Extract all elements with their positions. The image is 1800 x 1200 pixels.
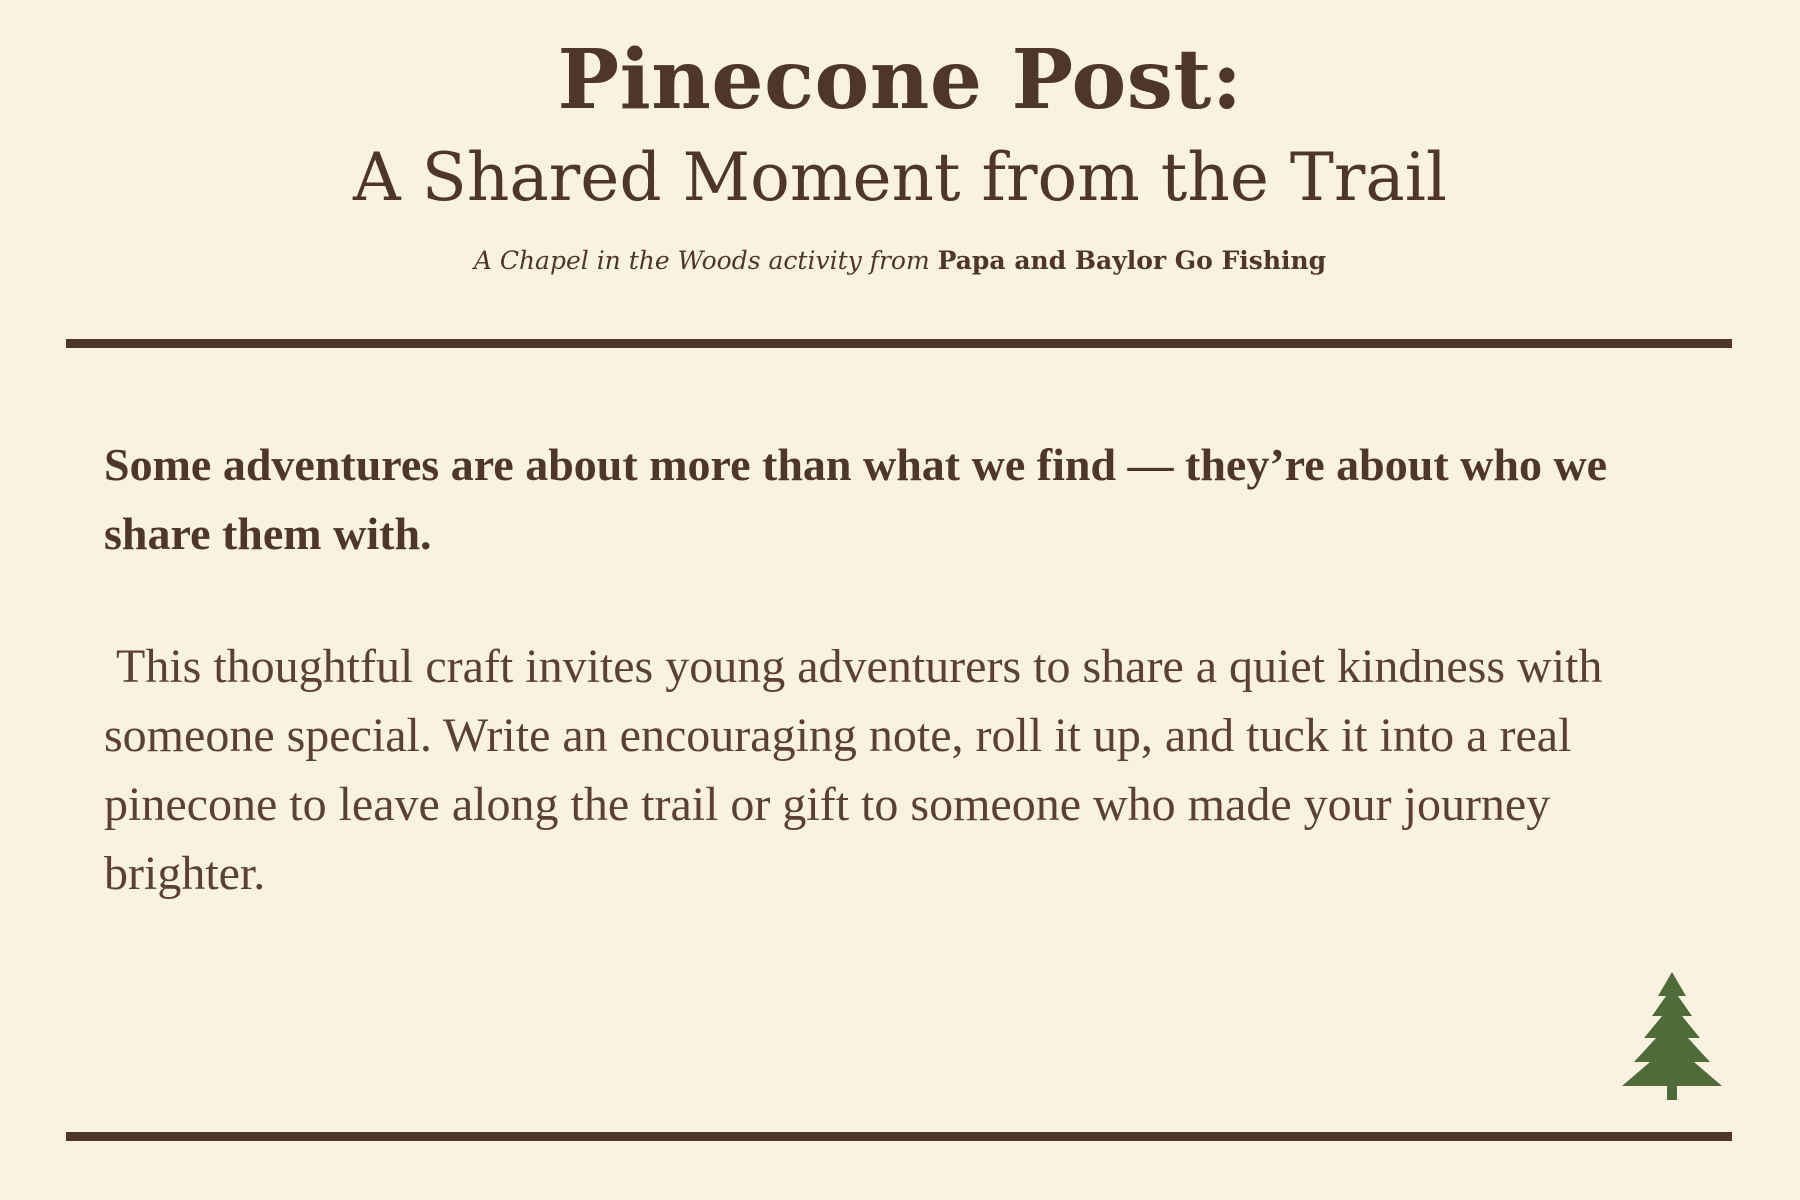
description-paragraph: This thoughtful craft invites young adventurers to share a quiet kindness with someone special. Write an encouraging note, roll it up, and tuck it into a real pinecone to leave along the trail or gift to someone who made your journey brighter. bbox=[104, 640, 1615, 900]
page-title: Pinecone Post: bbox=[557, 32, 1243, 128]
intro-statement: Some adventures are about more than what we find — they’re about who we share them with. bbox=[104, 439, 1608, 559]
credit-italic-text: A Chapel in the Woods activity from bbox=[473, 246, 930, 275]
credit-line bbox=[0, 244, 1800, 278]
pine-tree-icon bbox=[1620, 970, 1724, 1102]
top-divider bbox=[66, 339, 1732, 348]
page-subtitle: A Shared Moment from the Trail bbox=[353, 139, 1447, 216]
bottom-divider bbox=[66, 1132, 1732, 1141]
book-title: Papa and Baylor Go Fishing bbox=[937, 246, 1327, 275]
